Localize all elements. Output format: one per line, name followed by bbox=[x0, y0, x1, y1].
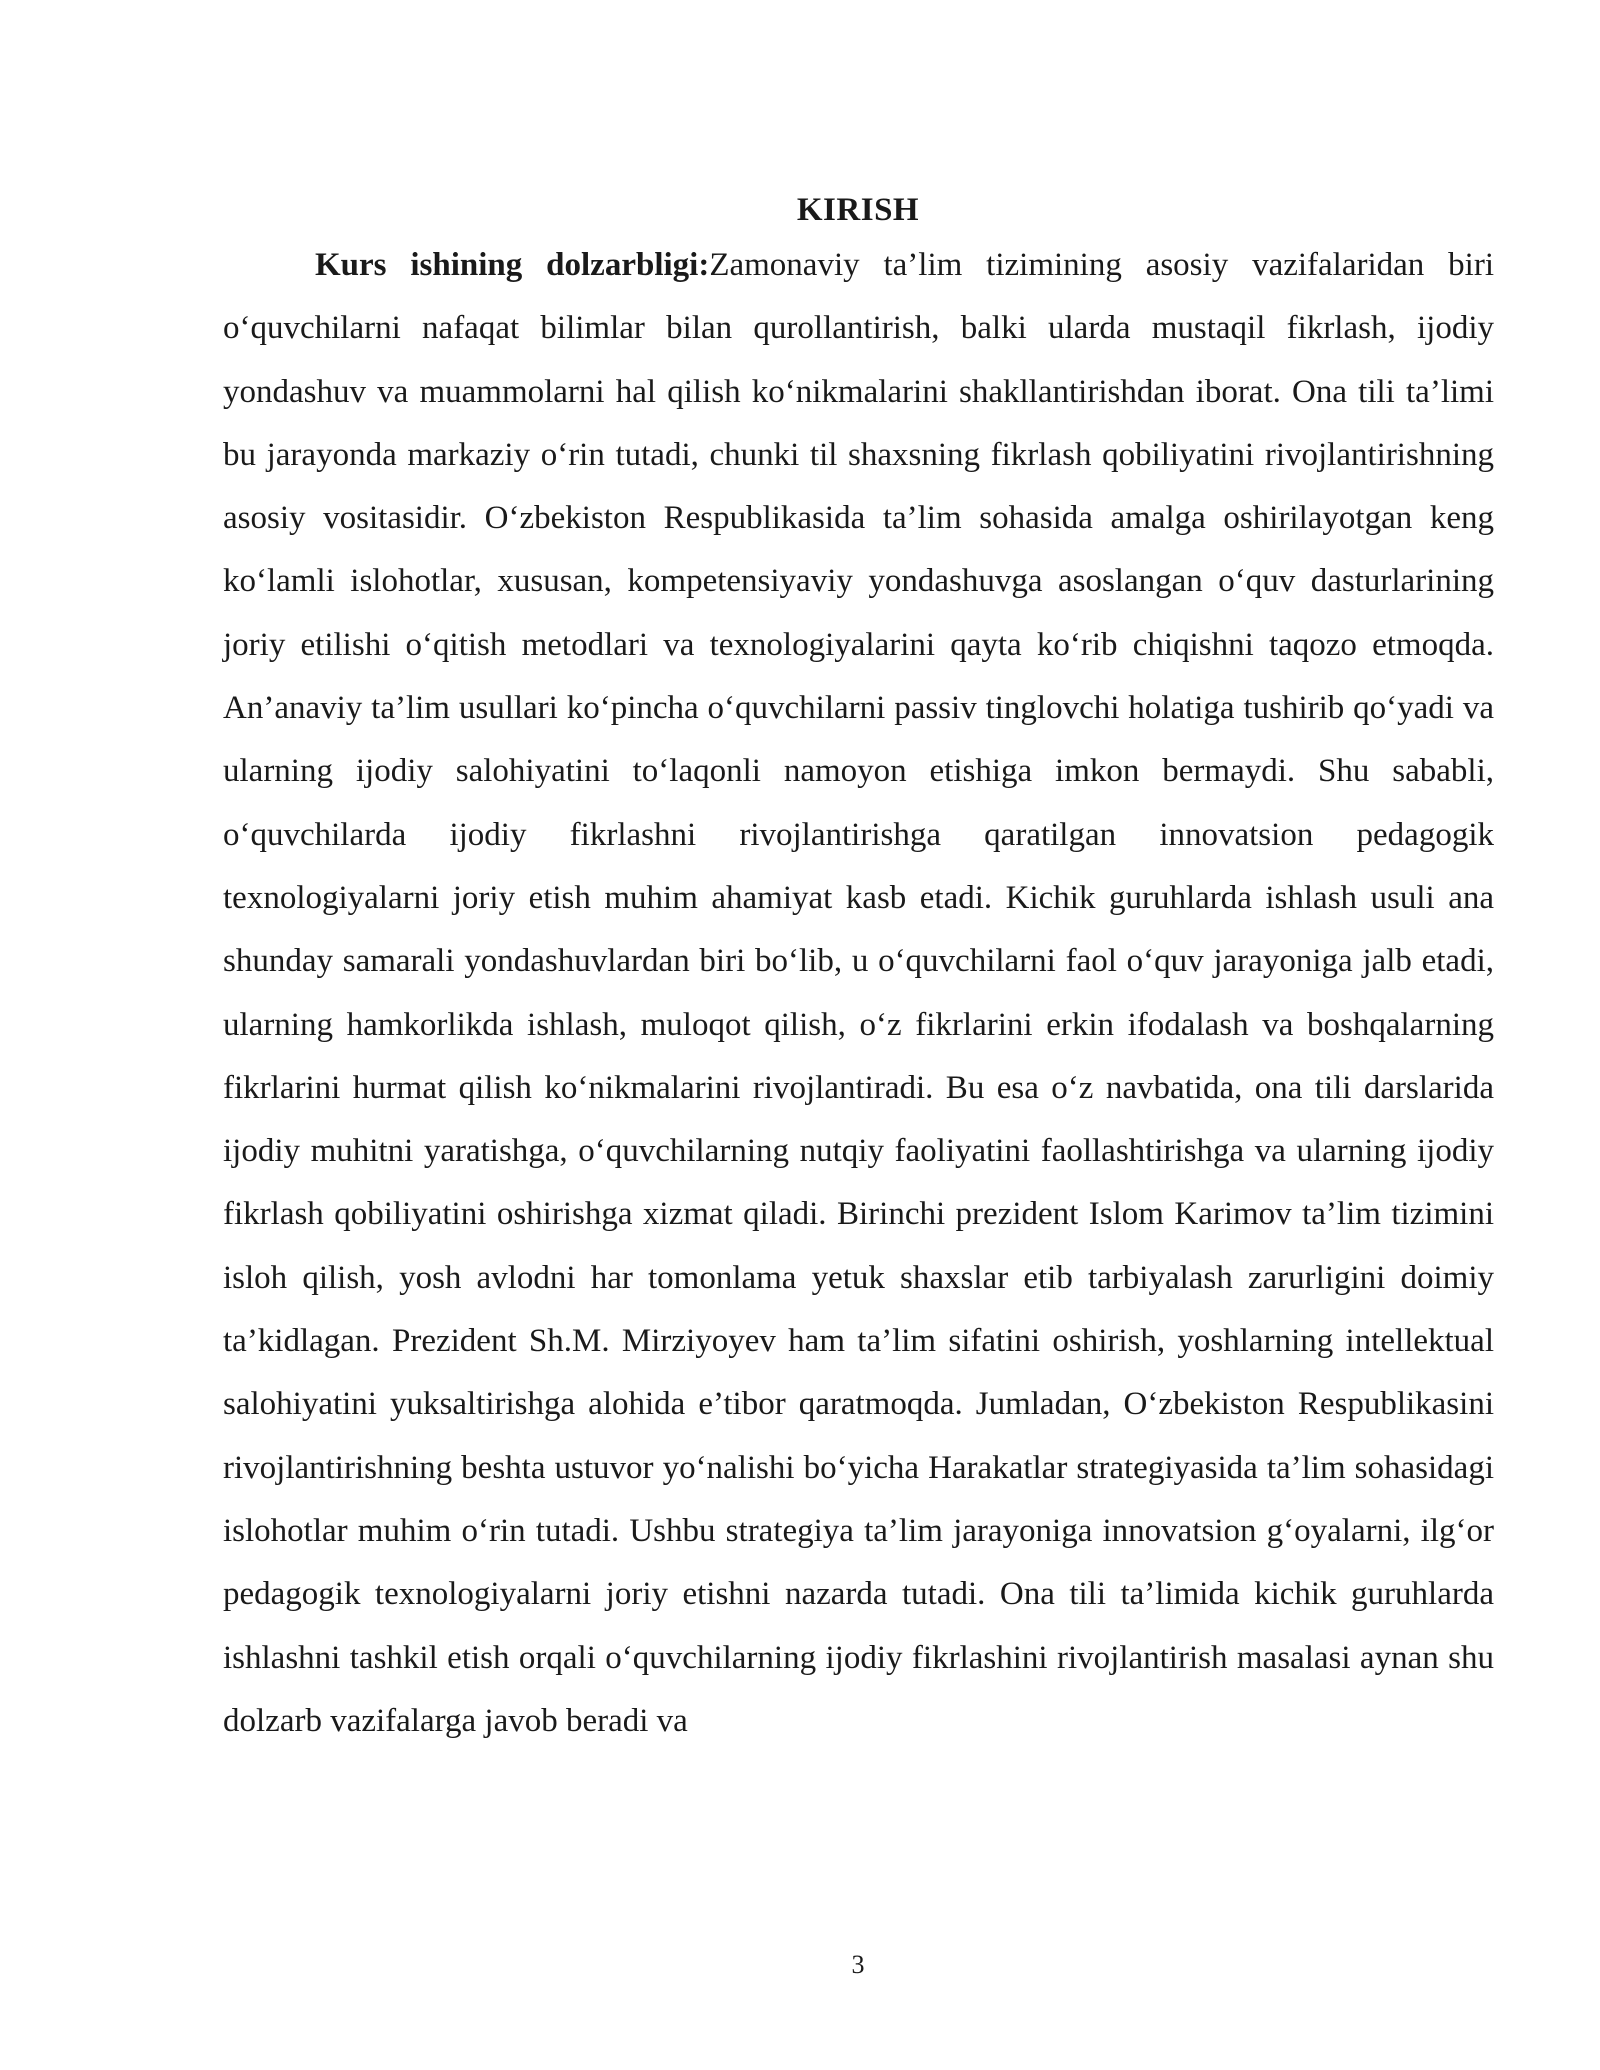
paragraph-text: Zamonaviy ta’lim tizimining asosiy vazifalaridan biri o‘quvchilarni nafaqat bilimlar bilan qurollantirish, balki ularda mustaqil fikrlash, ijodiy yondashuv va muammolarni hal qilish ko‘nikmalarini shakllantirishdan iborat. Ona tili ta’limi bu jarayonda markaziy o‘rin tutadi, chunki til shaxsning fikrlash qobiliyatini rivojlantirishning asosiy vositasidir. O‘zbekiston Respublikasida ta’lim sohasida amalga oshirilayotgan keng ko‘lamli islohotlar, xususan, kompetensiyaviy yondashuvga asoslangan o‘quv dasturlarining joriy etilishi o‘qitish metodlari va texnologiyalarini qayta ko‘rib chiqishni taqozo etmoqda. An’anaviy ta’lim usullari ko‘pincha o‘quvchilarni passiv tinglovchi holatiga tushirib qo‘yadi va ularning ijodiy salohiyatini to‘laqonli namoyon etishiga imkon bermaydi. Shu sababli, o‘quvchilarda ijodiy fikrlashni rivojlantirishga qaratilgan innovatsion pedagogik texnologiyalarni joriy etish muhim ahamiyat kasb etadi. Kichik guruhlarda ishlash usuli ana shunday samarali yondashuvlardan biri bo‘lib, u o‘quvchilarni faol o‘quv jarayoniga jalb etadi, ularning hamkorlikda ishlash, muloqot qilish, o‘z fikrlarini erkin ifodalash va boshqalarning fikrlarini hurmat qilish ko‘nikmalarini rivojlantiradi. Bu esa o‘z navbatida, ona tili darslarida ijodiy muhitni yaratishga, o‘quvchilarning nutqiy faoliyatini faollashtirishga va ularning ijodiy fikrlash qobiliyatini oshirishga xizmat qiladi. Birinchi prezident Islom Karimov ta’lim tizimini isloh qilish, yosh avlodni har tomonlama yetuk shaxslar etib tarbiyalash zarurligini doimiy ta’kidlagan. Prezident Sh.M. Mirziyoyev ham ta’lim sifatini oshirish, yoshlarning intellektual salohiyatini yuksaltirishga alohida e’tibor qaratmoqda. Jumladan, O‘zbekiston Respublikasini rivojlantirishning beshta ustuvor yo‘nalishi bo‘yicha Harakatlar strategiyasida ta’lim sohasidagi islohotlar muhim o‘rin tutadi. Ushbu strategiya ta’lim jarayoniga innovatsion g‘oyalarni, ilg‘or pedagogik texnologiyalarni joriy etishni nazarda tutadi. Ona tili ta’limida kichik guruhlarda ishlashni tashkil etish orqali o‘quvchilarning ijodiy fikrlashini rivojlantirish masalasi aynan shu dolzarb vazifalarga javob beradi va bbox=[223, 247, 1494, 1739]
paragraph-lead: Kurs ishining dolzarbligi: bbox=[315, 247, 710, 283]
body-paragraph bbox=[223, 234, 1494, 1753]
section-heading: KIRISH bbox=[796, 192, 920, 228]
page-number: 3 bbox=[851, 1950, 865, 1979]
